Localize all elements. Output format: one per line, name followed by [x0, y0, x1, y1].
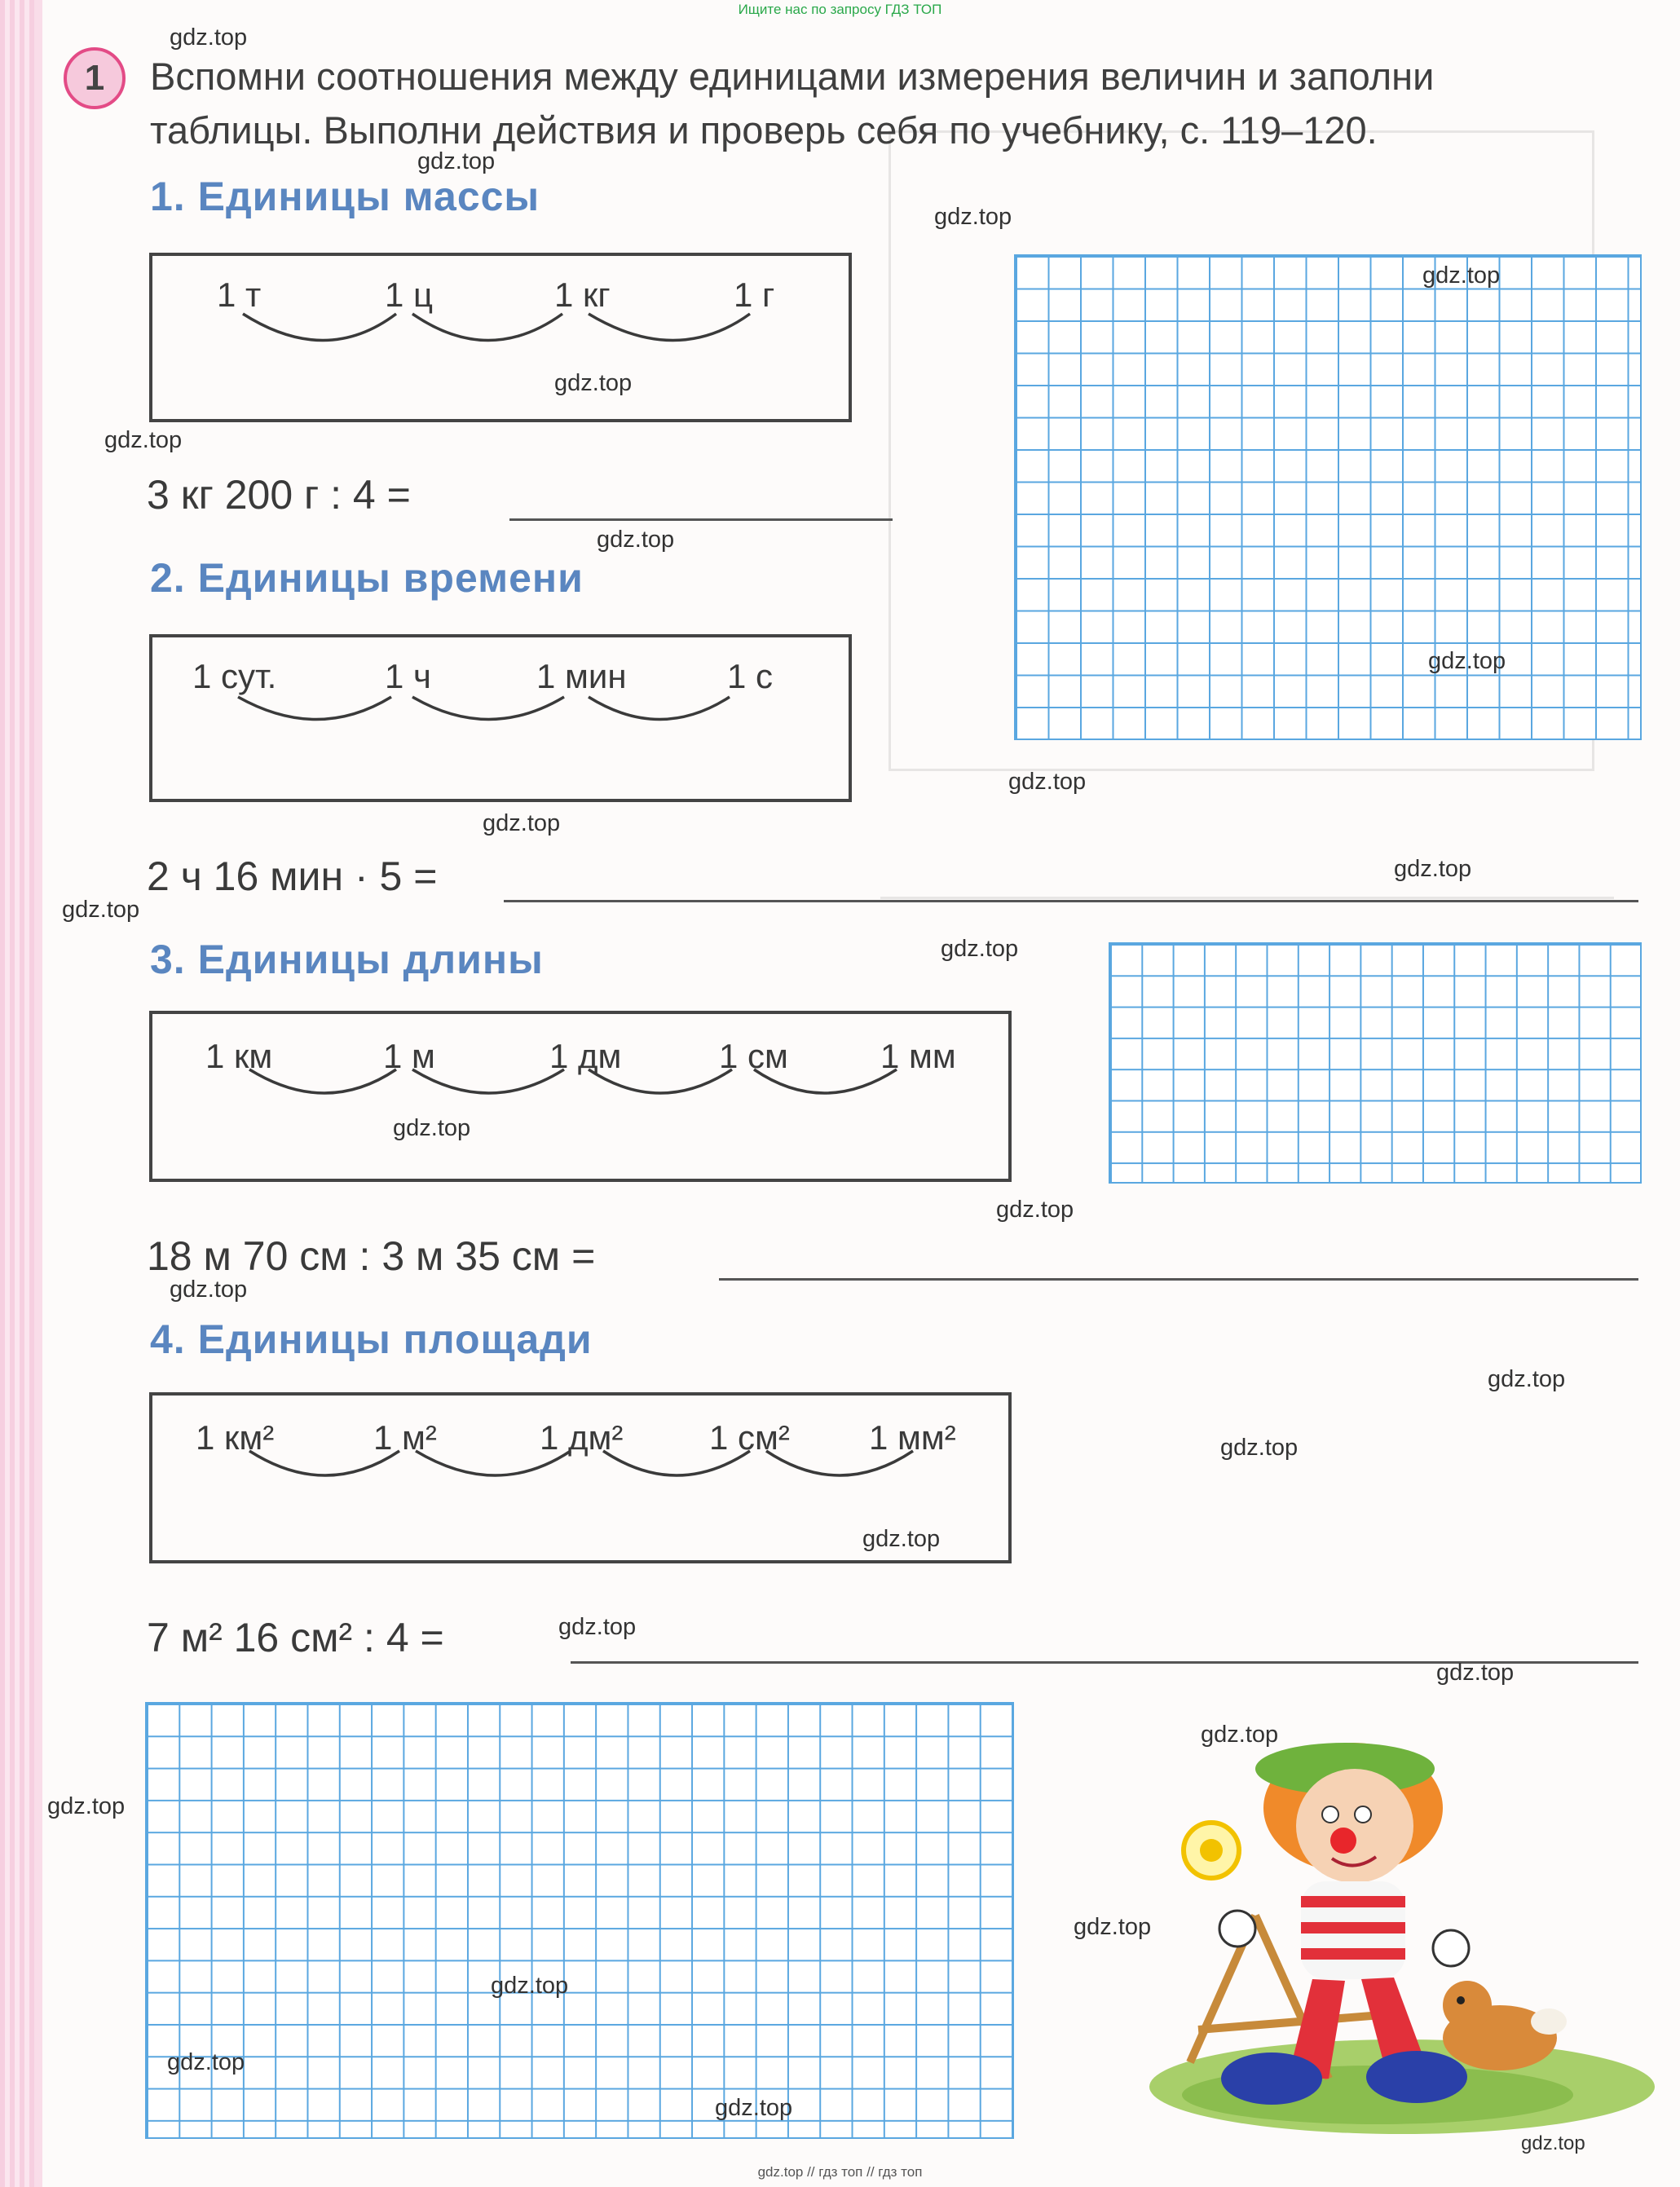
- time-unit-day: 1 сут.: [192, 657, 277, 695]
- watermark: gdz.top: [1422, 262, 1501, 289]
- time-answer-line[interactable]: [504, 900, 1638, 902]
- watermark: gdz.top: [1201, 1722, 1279, 1748]
- watermark: gdz.top: [483, 810, 561, 836]
- watermark: gdz.top: [1428, 648, 1506, 674]
- mass-unit-c: 1 ц: [385, 276, 434, 314]
- length-answer-line[interactable]: [719, 1278, 1638, 1281]
- time-unit-min: 1 мин: [536, 657, 627, 695]
- length-unit-m: 1 м: [383, 1037, 435, 1075]
- footer-note: gdz.top // гдз топ // гдз топ: [757, 2164, 923, 2180]
- watermark: gdz.top: [1394, 856, 1472, 882]
- time-unit-hour: 1 ч: [385, 657, 431, 695]
- mass-expression: 3 кг 200 г : 4 =: [147, 472, 411, 518]
- watermark: gdz.top: [1008, 769, 1087, 795]
- length-unit-km: 1 км: [205, 1037, 273, 1075]
- area-unit-km2: 1 км²: [196, 1418, 275, 1457]
- watermark: gdz.top: [104, 427, 183, 453]
- page-edge-stripes: [0, 0, 34, 2187]
- watermark: gdz.top: [170, 24, 248, 51]
- area-unit-cm2: 1 см²: [709, 1418, 790, 1457]
- page-edge-band: [34, 0, 42, 2187]
- watermark: gdz.top: [934, 204, 1012, 230]
- sun-icon: [1184, 1823, 1239, 1878]
- time-unit-sec: 1 с: [727, 657, 774, 695]
- area-expression: 7 м² 16 см² : 4 =: [147, 1615, 444, 1660]
- length-expression: 18 м 70 см : 3 м 35 см =: [147, 1233, 596, 1279]
- area-unit-mm2: 1 мм²: [869, 1418, 956, 1457]
- grid-workspace-area[interactable]: [147, 1704, 1012, 2137]
- watermark: gdz.top: [62, 897, 140, 923]
- clown-illustration: [1141, 1736, 1663, 2136]
- watermark: gdz.top: [1074, 1914, 1152, 1940]
- mass-unit-kg: 1 кг: [554, 276, 611, 314]
- watermark: gdz.top: [715, 2095, 793, 2121]
- section-title-time: 2. Единицы времени: [150, 555, 584, 601]
- watermark: gdz.top: [491, 1973, 569, 1999]
- grid-workspace-length[interactable]: [1110, 944, 1640, 1182]
- header-note: Ищите нас по запросу ГДЗ ТОП: [738, 2, 942, 17]
- watermark: gdz.top: [558, 1614, 637, 1640]
- watermark: gdz.top: [393, 1115, 471, 1141]
- length-unit-mm: 1 мм: [880, 1037, 956, 1075]
- exercise-number-badge: 1: [64, 47, 126, 109]
- watermark: gdz.top: [597, 527, 675, 553]
- watermark: gdz.top: [1436, 1660, 1515, 1686]
- area-unit-m2: 1 м²: [373, 1418, 437, 1457]
- watermark: gdz.top: [417, 148, 496, 174]
- section-title-length: 3. Единицы длины: [150, 937, 544, 982]
- watermark: gdz.top: [1521, 2132, 1585, 2154]
- grid-workspace-mass[interactable]: [1016, 256, 1640, 739]
- area-unit-dm2: 1 дм²: [540, 1418, 624, 1457]
- watermark: gdz.top: [1488, 1366, 1566, 1392]
- time-expression: 2 ч 16 мин · 5 =: [147, 853, 438, 899]
- section-title-mass: 1. Единицы массы: [150, 174, 540, 219]
- task-text-line-1: Вспомни соотношения между единицами измерения величин и заполни: [150, 55, 1435, 98]
- watermark: gdz.top: [47, 1793, 126, 1819]
- mass-unit-g: 1 г: [734, 276, 775, 314]
- task-text-line-2: таблицы. Выполни действия и проверь себя по учебнику, с. 119–120.: [150, 108, 1378, 152]
- watermark: gdz.top: [862, 1526, 941, 1552]
- mass-unit-t: 1 т: [217, 276, 262, 314]
- section-title-area: 4. Единицы площади: [150, 1316, 593, 1362]
- watermark: gdz.top: [170, 1276, 248, 1303]
- watermark: gdz.top: [941, 936, 1019, 962]
- watermark: gdz.top: [996, 1197, 1074, 1223]
- mass-answer-line[interactable]: [509, 518, 893, 521]
- watermark: gdz.top: [554, 370, 633, 396]
- watermark: gdz.top: [167, 2049, 245, 2075]
- watermark: gdz.top: [1220, 1435, 1299, 1461]
- length-unit-dm: 1 дм: [549, 1037, 622, 1075]
- length-unit-cm: 1 см: [719, 1037, 788, 1075]
